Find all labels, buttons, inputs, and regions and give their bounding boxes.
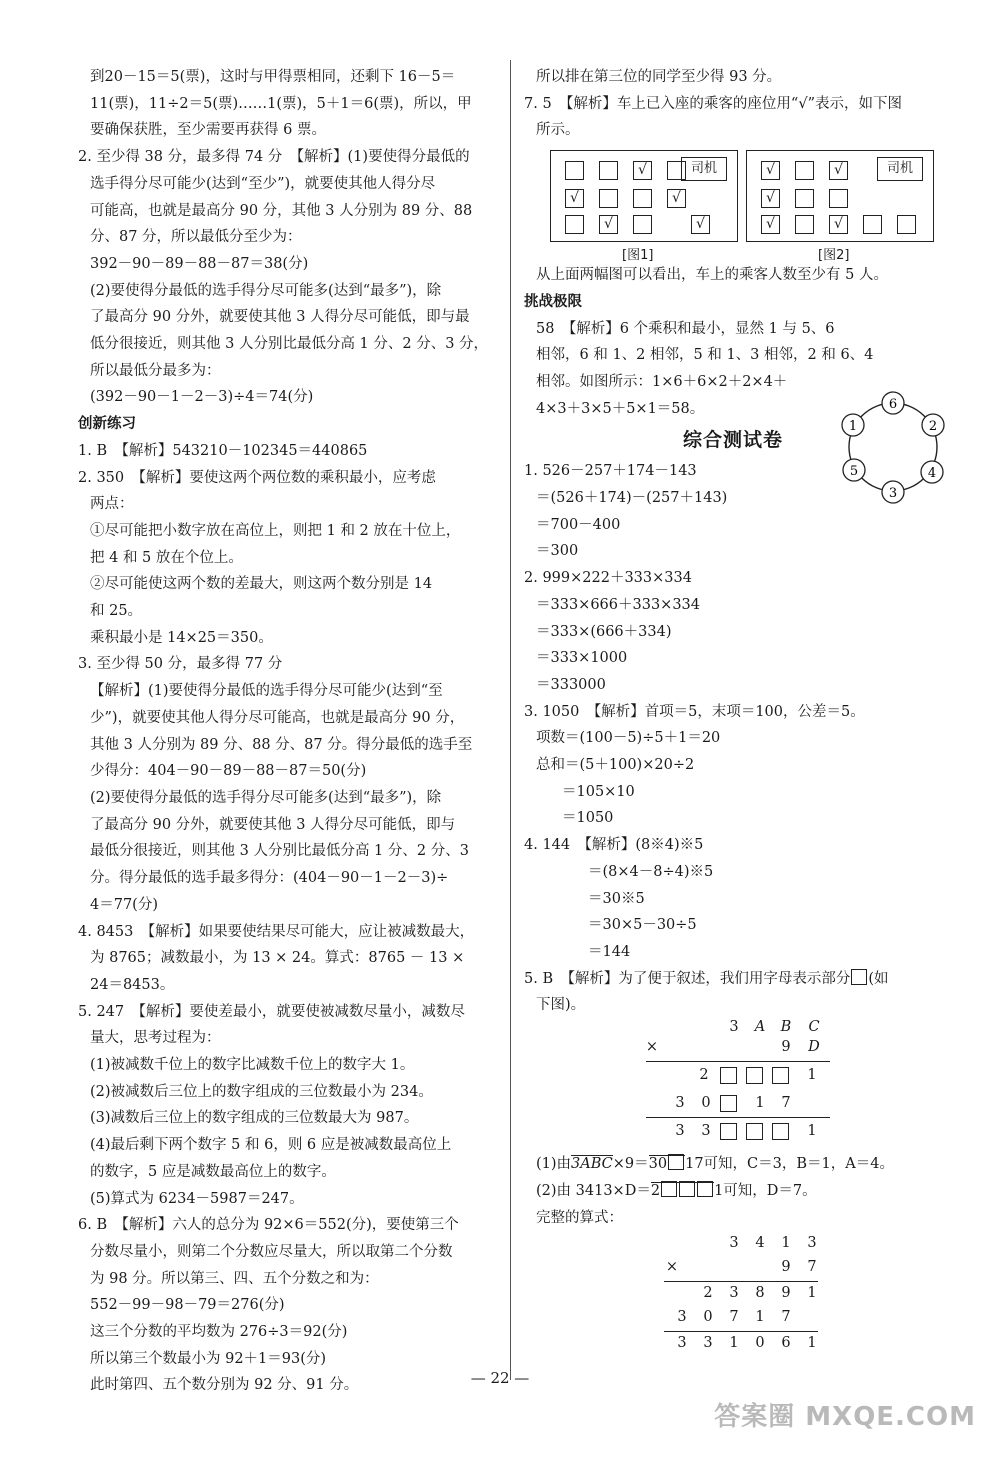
answer-5: 5. 247 【解析】要使差最小，就要使被减数尽量小，减数尽 [78, 1003, 465, 1020]
calc-line: ＝1050 [562, 810, 614, 827]
text-line: (5)算式为 6234－5987＝247。 [90, 1190, 304, 1207]
text-line: 可能高，也就是最高分 90 分，其他 3 人分别为 89 分、88 [90, 202, 473, 219]
digit: 4 [755, 1235, 765, 1252]
answer-3: 3. 至少得 50 分，最多得 77 分 [78, 656, 283, 673]
driver-seat: 司机 [681, 157, 727, 181]
calc-2: 2. 999×222＋333×334 [524, 570, 692, 587]
text-line: (4)最后剩下两个数字 5 和 6，则 6 应是被减数最高位上 [90, 1137, 452, 1154]
calc-line: ＝(526＋174)－(257＋143) [536, 490, 728, 507]
text-line: (392－90－1－2－3)÷4＝74(分) [90, 389, 314, 406]
driver-seat: 司机 [877, 157, 923, 181]
text-line: (1)被减数千位上的数字比减数千位上的数字大 1。 [90, 1057, 415, 1074]
calc-line: ＝333×(666＋334) [536, 623, 672, 640]
answer-2: 2. 350 【解析】要使这两个两位数的乘积最小，应考虑 [78, 469, 436, 486]
text: 17可知，C＝3，B＝1，A＝4。 [685, 1156, 894, 1173]
text-line: (2)要使得分最低的选手得分尽可能多(达到“最多”)，除 [90, 282, 442, 299]
text-line: 要确保获胜，至少需要再获得 6 票。 [90, 122, 326, 139]
seat-checked: √ [761, 161, 780, 180]
digit: 7 [729, 1309, 739, 1326]
text-line: 少”)，就要使其他人得分尽可能高，也就是最高分 90 分， [90, 709, 465, 726]
calc-line: ＝333×1000 [536, 650, 628, 667]
digit: 0 [701, 1095, 711, 1112]
text: 5. B 【解析】为了便于叙述，我们用字母表示部分 [524, 970, 851, 987]
answer-7: 7. 5 【解析】车上已入座的乘客的座位用“√”表示，如下图 [524, 95, 902, 112]
rule-line [646, 1117, 830, 1118]
bus-figure-2 [746, 150, 934, 242]
seat-checked: √ [599, 215, 618, 234]
times-sign: × [665, 1259, 679, 1276]
text-line: 最低分很接近，则其他 3 人分别比最低分高 1 分、2 分、3 [90, 843, 469, 860]
text-line: 从上面两幅图可以看出，车上的乘客人数至少有 5 人。 [536, 267, 888, 284]
digit: 3 [675, 1095, 685, 1112]
overlined-number: 3ABC [571, 1156, 613, 1173]
rule-line [664, 1281, 818, 1282]
ring-number: 1 [848, 419, 858, 434]
seat [599, 161, 618, 180]
calc-line: ＝105×10 [562, 783, 635, 800]
digit: 3 [729, 1235, 739, 1252]
text: ×9＝ [612, 1156, 649, 1173]
calc-line: ＝333×666＋333×334 [536, 596, 701, 613]
ring-number: 5 [849, 464, 859, 479]
text-line: 392－90－89－88－87＝38(分) [90, 255, 309, 272]
digit: 9 [781, 1259, 791, 1276]
digit: C [808, 1019, 820, 1036]
text-line: 所以第三个数最小为 92＋1＝93(分) [90, 1350, 327, 1367]
test-title: 综合测试卷 [682, 429, 783, 452]
calc-line: 项数＝(100－5)÷5＋1＝20 [536, 730, 721, 747]
seat [633, 215, 652, 234]
text-line: (2)要使得分最低的选手得分尽可能多(达到“最多”)，除 [90, 789, 442, 806]
text-line: 此时第四、五个数分别为 92 分、91 分。 [90, 1377, 359, 1394]
figure-caption-1: [图1] [622, 248, 654, 264]
text-line: 其他 3 人分别为 89 分、88 分、87 分。得分最低的选手至 [90, 736, 473, 753]
text-line: 到20－15＝5(票)，这时与甲得票相同，还剩下 16－5＝ [90, 69, 456, 85]
digit: 0 [755, 1335, 765, 1352]
digit: 3 [807, 1235, 817, 1252]
text-line: 和 25。 [90, 603, 143, 620]
text-line: 58 【解析】6 个乘积和最小，显然 1 与 5、6 [536, 320, 835, 337]
text: 30 [648, 1156, 668, 1173]
text-line: 所示。 [536, 122, 580, 139]
text-line: 少得分：404－90－89－88－87＝50(分) [90, 763, 367, 780]
seat [565, 215, 584, 234]
seat [795, 215, 814, 234]
page-number: — 22 — [470, 1369, 530, 1387]
text-line: 【解析】(1)要使得分最低的选手得分尽可能少(达到“至 [90, 683, 443, 700]
watermark-logo: 答案圈 MXQE.COM [714, 1402, 976, 1432]
digit: 3 [701, 1123, 711, 1140]
text-line: (2)被减数后三位上的数字组成的三位数最小为 234。 [90, 1083, 433, 1100]
text-line: ①尽可能把小数字放在高位上，则把 1 和 2 放在十位上， [90, 522, 461, 539]
column-divider [510, 60, 511, 1380]
digit: 1 [729, 1335, 739, 1352]
seat-checked: √ [691, 215, 710, 234]
digit: 9 [781, 1285, 791, 1302]
digit: 9 [781, 1039, 791, 1056]
digit: 7 [781, 1309, 791, 1326]
left-column [78, 64, 496, 1399]
vertical-multiplication-1 [524, 1019, 942, 1151]
text-line: 相邻，6 和 1、2 相邻，5 和 1、3 相邻，2 和 6、4 [536, 347, 874, 364]
blank-box-icon [772, 1123, 789, 1140]
text: (如 [868, 970, 889, 987]
digit: 1 [807, 1067, 817, 1084]
answer-4: 4. 8453 【解析】如果要使结果尽可能大，应让被减数最大， [78, 923, 475, 940]
seat [829, 189, 848, 208]
text: 1可知，D＝7。 [714, 1182, 817, 1199]
figure-caption-2: [图2] [818, 248, 850, 264]
text-line: 这三个分数的平均数为 276÷3＝92(分) [90, 1324, 348, 1341]
blank-box-icon [679, 1181, 695, 1197]
text-line: (3)减数后三位上的数字组成的三位数最大为 987。 [90, 1110, 419, 1127]
calc-1: 1. 526－257＋174－143 [524, 463, 697, 480]
digit: 1 [807, 1285, 817, 1302]
text-line: 分、87 分，所以最低分至少为： [90, 229, 302, 246]
seat-checked: √ [667, 189, 686, 208]
blank-box-icon [851, 969, 867, 985]
text-line: 所以排在第三位的同学至少得 93 分。 [536, 69, 782, 85]
calc-line: ＝144 [588, 943, 631, 960]
ring-number: 2 [928, 419, 938, 434]
calc-line: ＝30※5 [588, 890, 645, 907]
bus-seat-figures [524, 150, 942, 264]
text: (2)由 3413×D＝ [536, 1182, 651, 1199]
text-line: 所以最低分最多为： [90, 362, 221, 379]
text-line: 乘积最小是 14×25＝350。 [90, 629, 273, 646]
blank-box-icon [661, 1181, 677, 1197]
digit: 2 [699, 1067, 709, 1084]
calc-line: 总和＝(5＋100)×20÷2 [536, 757, 695, 774]
calc-line: ＝30×5－30÷5 [588, 917, 697, 934]
bus-figure-1 [550, 150, 738, 242]
rule-line [664, 1331, 818, 1332]
step-1 [524, 1151, 942, 1178]
complete-label: 完整的算式： [536, 1209, 623, 1226]
rule-line [646, 1061, 830, 1062]
text-line: 下图)。 [536, 997, 586, 1014]
digit: 0 [703, 1309, 713, 1326]
text: 2 [650, 1182, 661, 1199]
text-line: 选手得分尽可能少(达到“至少”)，就要使其他人得分尽 [90, 175, 436, 192]
blank-box-icon [668, 1154, 684, 1170]
text-line: 为 98 分。所以第三、四、五个分数之和为： [90, 1270, 379, 1287]
digit: 3 [703, 1335, 713, 1352]
section-heading-innovation: 创新练习 [78, 416, 136, 433]
text-line: 相邻。如图所示：1×6＋6×2＋2×4＋ [536, 373, 788, 390]
right-column [524, 64, 942, 1361]
seat [795, 189, 814, 208]
digit: 1 [755, 1095, 765, 1112]
digit: 3 [677, 1335, 687, 1352]
text-line: 为 8765；减数最小，为 13 × 24。算式：8765 － 13 × [90, 950, 465, 967]
text-line: 24＝8453。 [90, 976, 175, 993]
section-heading-challenge: 挑战极限 [524, 293, 582, 310]
ring-number: 3 [888, 486, 898, 501]
answer-6: 6. B 【解析】六人的总分为 92×6＝552(分)，要使第三个 [78, 1217, 459, 1234]
seat-checked: √ [829, 215, 848, 234]
digit: 1 [755, 1309, 765, 1326]
digit: A [754, 1019, 766, 1036]
calc-line: ＝700－400 [536, 516, 621, 533]
text-line: 11(票)，11÷2＝5(票)……1(票)，5＋1＝6(票)，所以，甲 [90, 95, 472, 112]
seat [897, 215, 916, 234]
digit: B [780, 1019, 792, 1036]
text: (1)由 [536, 1156, 572, 1173]
digit: 1 [807, 1123, 817, 1140]
text-line: 量大，思考过程为： [90, 1030, 221, 1047]
digit: 3 [729, 1019, 739, 1036]
text-line: 4×3＋3×5＋5×1＝58。 [536, 400, 705, 417]
text-line: 了最高分 90 分外，就要使其他 3 人得分尽可能低，即与 [90, 816, 456, 833]
digit: 7 [781, 1095, 791, 1112]
calc-line: ＝300 [536, 543, 579, 560]
seat [633, 189, 652, 208]
text-line: 把 4 和 5 放在个位上。 [90, 549, 243, 566]
blank-box-icon [772, 1067, 789, 1084]
seat [863, 215, 882, 234]
digit: 1 [807, 1335, 817, 1352]
calc-4: 4. 144 【解析】(8※4)※5 [524, 837, 704, 854]
digit: 8 [755, 1285, 765, 1302]
digit: 7 [807, 1259, 817, 1276]
text-line: 4＝77(分) [90, 896, 158, 913]
text-line: 两点： [90, 496, 134, 513]
answer-5-intro [524, 966, 942, 993]
text-line: 分。得分最低的选手最多得分：(404－90－1－2－3)÷ [90, 870, 449, 887]
ring-number: 4 [927, 466, 937, 481]
digit: 3 [677, 1309, 687, 1326]
calc-line: ＝333000 [536, 676, 606, 693]
seat [795, 161, 814, 180]
blank-box-icon [746, 1123, 763, 1140]
seat-checked: √ [761, 189, 780, 208]
text-line: 分数尽量小，则第二个分数应尽量大，所以取第二个分数 [90, 1243, 453, 1260]
calc-3: 3. 1050 【解析】首项＝5，末项＝100，公差＝5。 [524, 703, 865, 720]
ring-number: 6 [888, 397, 898, 412]
seat [565, 161, 584, 180]
seat [599, 189, 618, 208]
blank-box-icon [720, 1123, 737, 1140]
digit: 3 [675, 1123, 685, 1140]
blank-box-icon [697, 1181, 713, 1197]
blank-box-icon [720, 1095, 737, 1112]
digit: 1 [781, 1235, 791, 1252]
digit: 2 [703, 1285, 713, 1302]
text-line: 了最高分 90 分外，就要使其他 3 人得分尽可能低，即与最 [90, 309, 470, 326]
answer-1: 1. B 【解析】543210－102345＝440865 [78, 442, 368, 459]
step-2 [524, 1178, 942, 1205]
text-line: 低分很接近，则其他 3 人分别比最低分高 1 分、2 分、3 分， [90, 336, 489, 353]
number-ring-diagram [830, 386, 956, 508]
seat-checked: √ [565, 189, 584, 208]
digit: D [808, 1039, 820, 1056]
seat-checked: √ [633, 161, 652, 180]
seat-checked: √ [829, 161, 848, 180]
text-line: 552－99－98－79＝276(分) [90, 1297, 285, 1314]
vertical-multiplication-2 [524, 1231, 942, 1361]
answer-2: 2. 至少得 38 分，最多得 74 分 【解析】(1)要使得分最低的 [78, 149, 470, 166]
calc-line: ＝(8×4－8÷4)※5 [588, 863, 714, 880]
times-sign: × [645, 1039, 659, 1056]
seat-checked: √ [761, 215, 780, 234]
text-line: 的数字，5 应是减数最高位上的数字。 [90, 1163, 336, 1180]
text-line: ②尽可能使这两个数的差最大，则这两个数分别是 14 [90, 576, 433, 593]
blank-box-icon [746, 1067, 763, 1084]
digit: 6 [781, 1335, 791, 1352]
blank-box-icon [720, 1067, 737, 1084]
digit: 3 [729, 1285, 739, 1302]
